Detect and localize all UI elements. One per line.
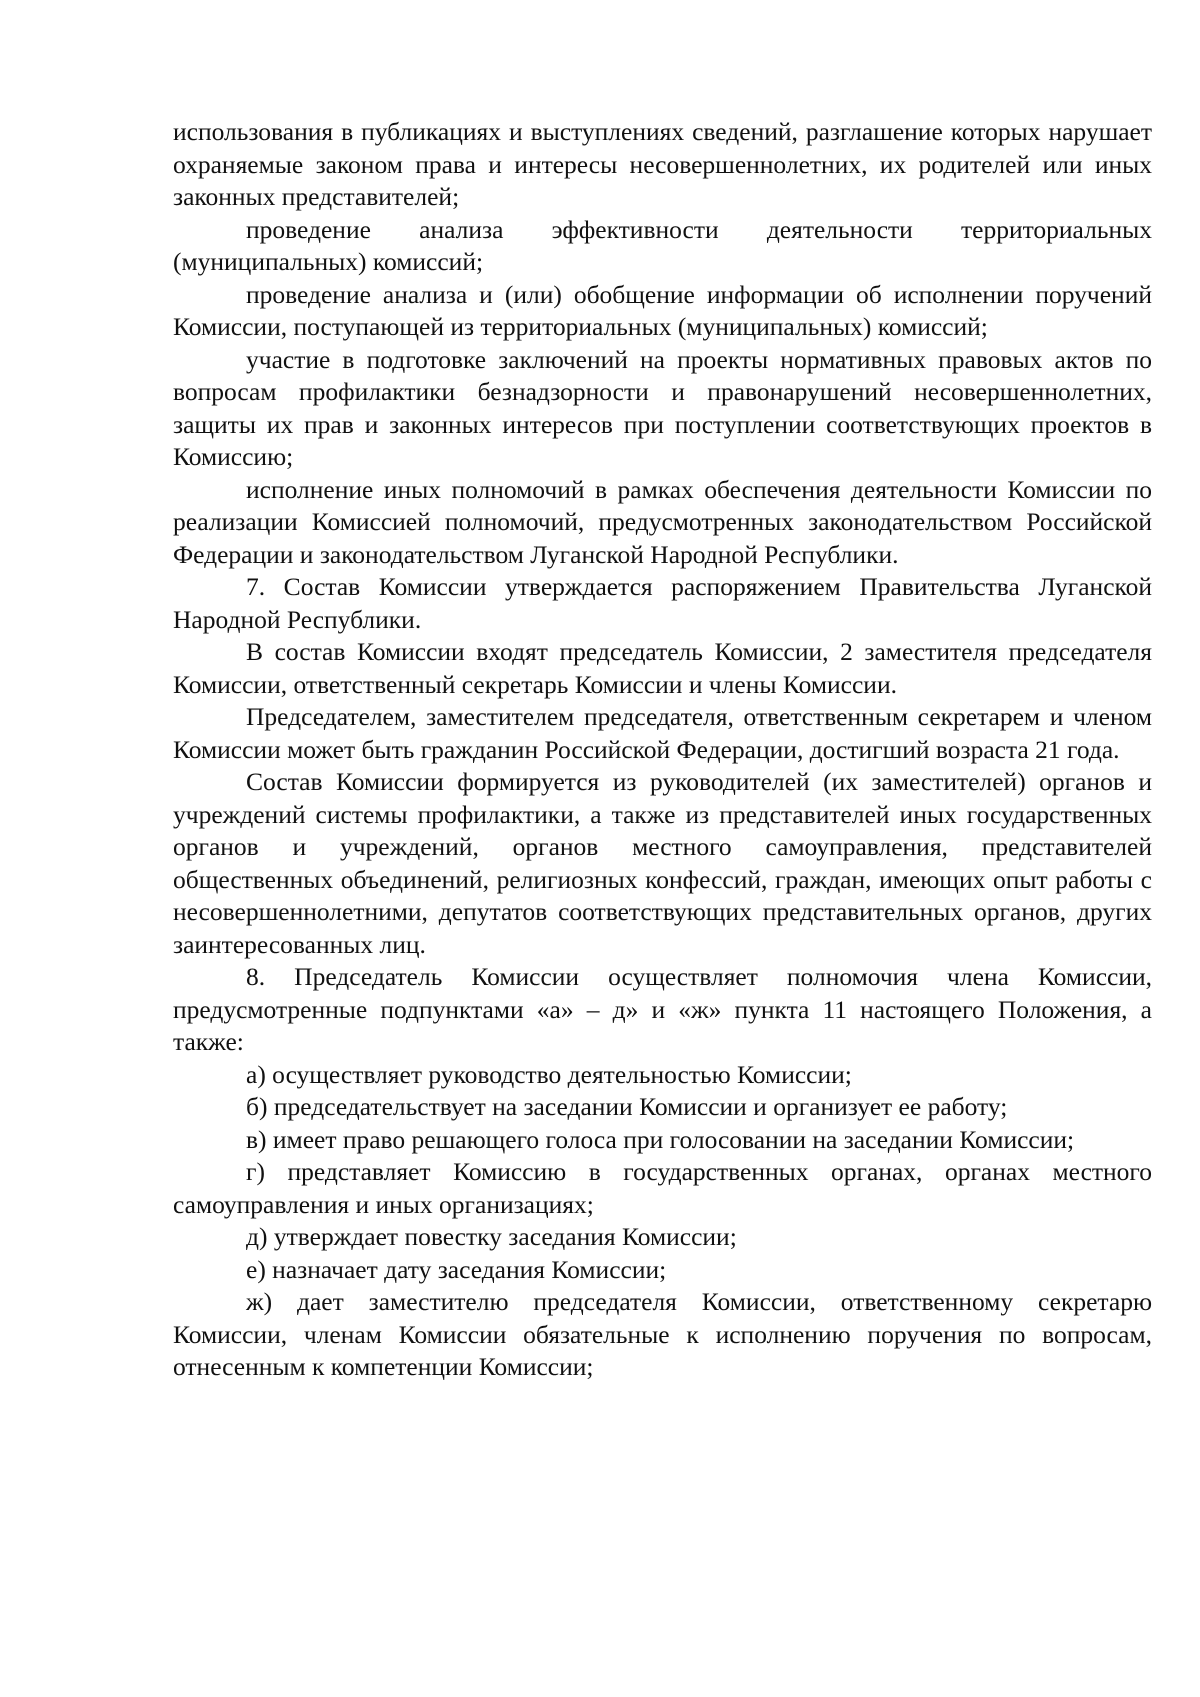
paragraph-subitem-d: д) утверждает повестку заседания Комиссии; <box>246 1222 737 1251</box>
paragraph-member-requirements: Председателем, заместителем председателя, ответственным секретарем и членом Комиссии может быть гражданин Российской Федерации, достигший возраста 21 года. <box>173 702 1152 764</box>
paragraph-item-8: 8. Председатель Комиссии осуществляет полномочия члена Комиссии, предусмотренные подпунктами «а» – д» и «ж» пункта 11 настоящего Положения, а также: <box>173 962 1152 1056</box>
paragraph-continuation: использования в публикациях и выступлениях сведений, разглашение которых нарушает охраняемые законом права и интересы несовершеннолетних, их родителей или иных законных представителей; <box>173 117 1152 211</box>
paragraph-participation-conclusions: участие в подготовке заключений на проекты нормативных правовых актов по вопросам профилактики безнадзорности и правонарушений несовершеннолетних, защиты их прав и законных интересов при поступлении соответствующих проектов в Комиссию; <box>173 344 1152 471</box>
paragraph-commission-members: В состав Комиссии входят председатель Комиссии, 2 заместителя председателя Комиссии, ответственный секретарь Комиссии и члены Комиссии. <box>173 637 1152 699</box>
paragraph-analysis-efficiency: проведение анализа эффективности деятельности территориальных (муниципальных) комиссий; <box>173 214 1152 276</box>
paragraph-subitem-b: б) председательствует на заседании Комиссии и организует ее работу; <box>246 1092 1008 1121</box>
paragraph-subitem-zh: ж) дает заместителю председателя Комиссии, ответственному секретарю Комиссии, членам Комиссии обязательные к исполнению поручения по вопросам, отнесенным к компетенции Комиссии; <box>173 1287 1152 1381</box>
paragraph-subitem-v: в) имеет право решающего голоса при голосовании на заседании Комиссии; <box>246 1124 1075 1154</box>
paragraph-subitem-e: е) назначает дату заседания Комиссии; <box>246 1254 667 1284</box>
paragraph-commission-formation: Состав Комиссии формируется из руководителей (их заместителей) органов и учреждений системы профилактики, а также из представителей иных государственных органов и учреждений, органов местного самоуправления, представителей общественных объединений, религиозных конфессий, граждан, имеющих опыт работы с несовершеннолетними, депутатов соответствующих представительных органов, других заинтересованных лиц. <box>173 767 1152 959</box>
paragraph-item-7: 7. Состав Комиссии утверждается распоряжением Правительства Луганской Народной Республики. <box>173 572 1152 634</box>
paragraph-analysis-orders: проведение анализа и (или) обобщение информации об исполнении поручений Комиссии, поступающей из территориальных (муниципальных) комиссий; <box>173 279 1152 341</box>
document-page <box>173 116 1152 1384</box>
paragraph-subitem-a: а) осуществляет руководство деятельностью Комиссии; <box>246 1059 852 1089</box>
paragraph-subitem-g: г) представляет Комиссию в государственных органах, органах местного самоуправления и иных организациях; <box>173 1157 1152 1219</box>
paragraph-other-powers: исполнение иных полномочий в рамках обеспечения деятельности Комиссии по реализации Комиссией полномочий, предусмотренных законодательством Российской Федерации и законодательством Луганской Народной Республики. <box>173 474 1152 569</box>
